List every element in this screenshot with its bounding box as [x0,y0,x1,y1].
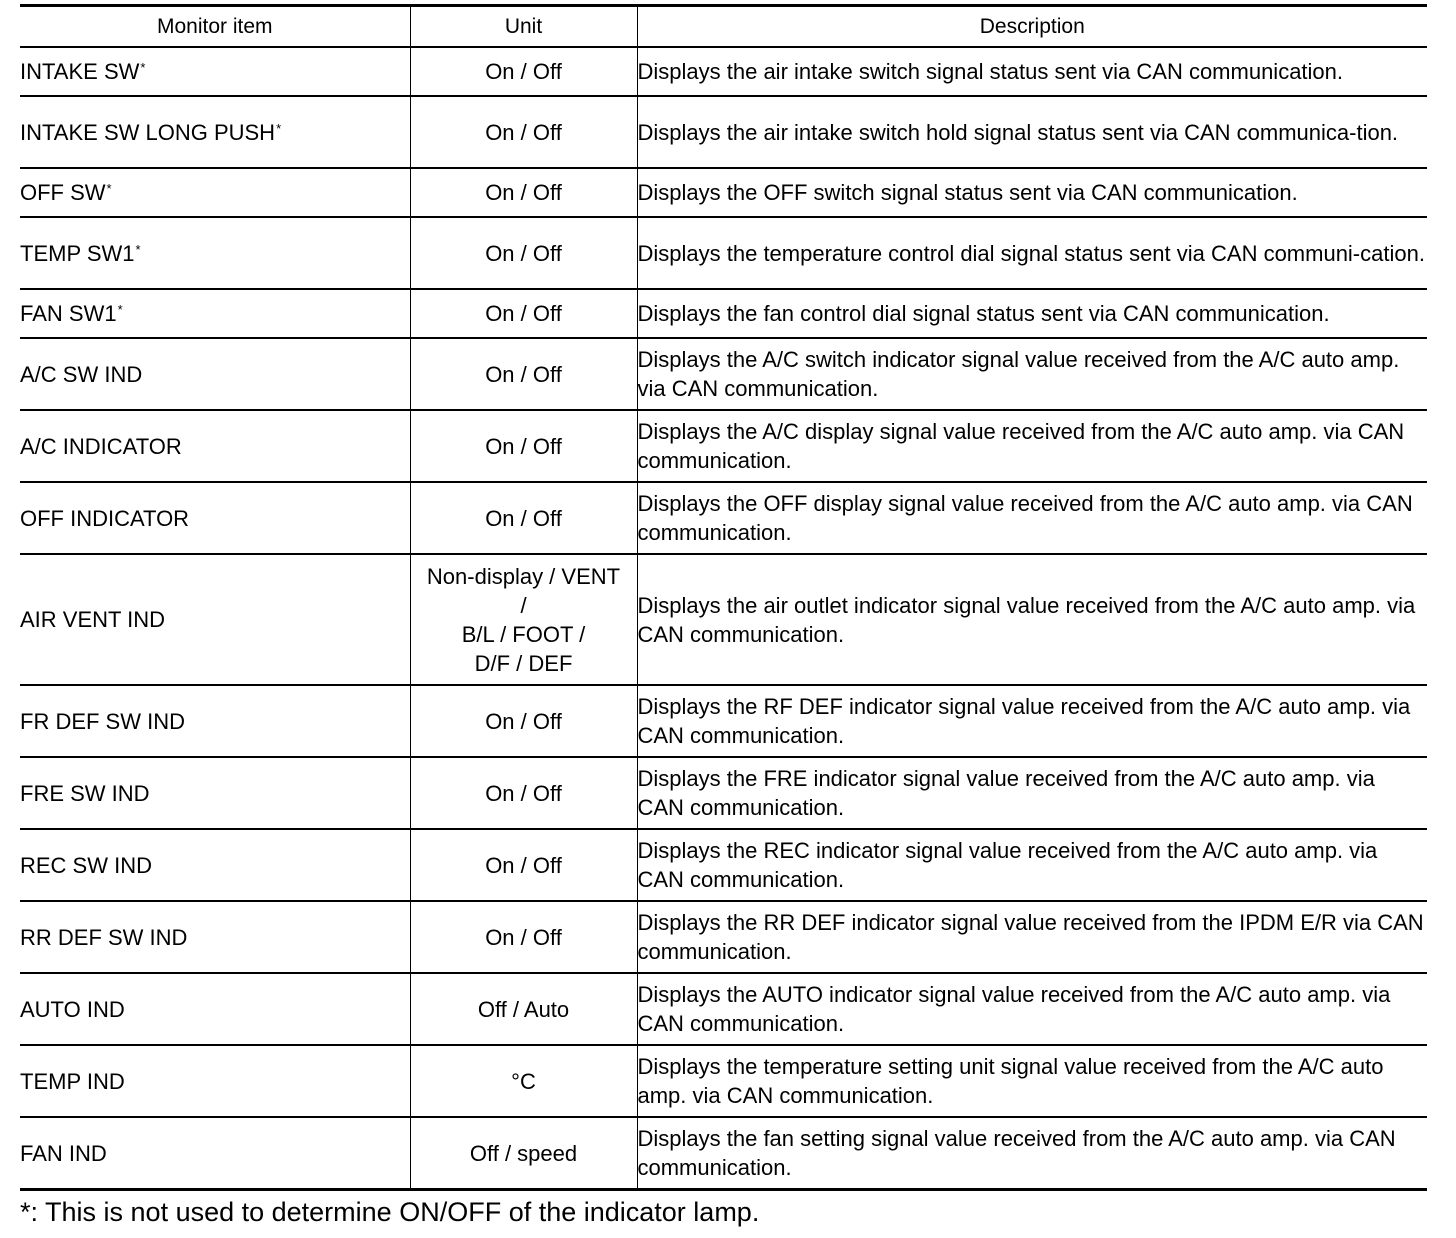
description-cell: Displays the FRE indicator signal value received from the A/C auto amp. via CAN communication. [637,757,1427,829]
monitor-item-cell: OFF INDICATOR [20,482,410,554]
header-row [20,6,1427,48]
footnote-marker: * [106,181,112,196]
unit-cell: Off / Auto [410,973,637,1045]
monitor-item-cell: FR DEF SW IND [20,685,410,757]
unit-cell [410,554,637,685]
description-cell: Displays the temperature control dial signal status sent via CAN communi-cation. [637,217,1427,289]
unit-cell: On / Off [410,47,637,96]
unit-cell: On / Off [410,338,637,410]
description-cell: Displays the A/C switch indicator signal value received from the A/C auto amp. via CAN communication. [637,338,1427,410]
header-monitor-item: Monitor item [20,6,410,48]
unit-cell: On / Off [410,217,637,289]
footnote-marker: * [135,241,141,257]
footnote-marker: * [140,60,146,75]
table-row [20,829,1427,901]
unit-cell: °C [410,1045,637,1117]
description-cell: Displays the RF DEF indicator signal value received from the A/C auto amp. via CAN communication. [637,685,1427,757]
monitor-item-cell [20,168,410,217]
unit-cell: On / Off [410,289,637,338]
table-row [20,901,1427,973]
table-row [20,338,1427,410]
description-cell: Displays the REC indicator signal value received from the A/C auto amp. via CAN communication. [637,829,1427,901]
monitor-item-cell: FRE SW IND [20,757,410,829]
table-row [20,47,1427,96]
table-row [20,217,1427,289]
table-row [20,482,1427,554]
table-row [20,757,1427,829]
monitor-item-label: INTAKE SW LONG PUSH [20,119,276,145]
monitor-item-cell: A/C INDICATOR [20,410,410,482]
description-cell: Displays the fan control dial signal status sent via CAN communication. [637,289,1427,338]
unit-cell: On / Off [410,901,637,973]
unit-cell: On / Off [410,168,637,217]
monitor-item-table [20,4,1427,1191]
table-row [20,554,1427,685]
footnote-marker: * [117,302,123,317]
description-cell: Displays the air intake switch signal status sent via CAN communication. [637,47,1427,96]
description-cell: Displays the RR DEF indicator signal value received from the IPDM E/R via CAN communication. [637,901,1427,973]
monitor-item-label: FAN SW1 [20,301,117,326]
description-cell: Displays the OFF switch signal status sent via CAN communication. [637,168,1427,217]
footnote-marker: * [276,120,282,136]
monitor-item-label: OFF SW [20,180,106,205]
description-cell: Displays the A/C display signal value received from the A/C auto amp. via CAN communication. [637,410,1427,482]
unit-cell: On / Off [410,829,637,901]
unit-line: B/L / FOOT / [461,621,586,647]
monitor-item-cell [20,96,410,168]
table-row [20,168,1427,217]
description-cell: Displays the OFF display signal value received from the A/C auto amp. via CAN communication. [637,482,1427,554]
monitor-item-cell: RR DEF SW IND [20,901,410,973]
monitor-item-cell [20,217,410,289]
unit-cell: On / Off [410,410,637,482]
unit-cell: On / Off [410,757,637,829]
unit-line: Non-display / VENT [426,563,621,589]
unit-line: D/F / DEF [474,650,573,676]
table-row [20,1045,1427,1117]
table-row [20,410,1427,482]
monitor-item-cell: AIR VENT IND [20,554,410,685]
description-cell: Displays the air intake switch hold signal status sent via CAN communica-tion. [637,96,1427,168]
unit-cell: On / Off [410,482,637,554]
table-row [20,973,1427,1045]
table-row [20,685,1427,757]
monitor-item-cell: AUTO IND [20,973,410,1045]
description-cell: Displays the AUTO indicator signal value received from the A/C auto amp. via CAN communication. [637,973,1427,1045]
unit-cell: On / Off [410,685,637,757]
description-cell: Displays the air outlet indicator signal value received from the A/C auto amp. via CAN communication. [637,554,1427,685]
monitor-item-label: TEMP SW1 [20,240,135,266]
unit-line: / [520,592,527,618]
unit-cell: On / Off [410,96,637,168]
header-description: Description [637,6,1427,48]
unit-cell: Off / speed [410,1117,637,1190]
table-row [20,96,1427,168]
table-row [20,289,1427,338]
monitor-item-cell [20,47,410,96]
header-unit: Unit [410,6,637,48]
footnote: *: This is not used to determine ON/OFF of the indicator lamp. [20,1197,760,1227]
monitor-item-cell: REC SW IND [20,829,410,901]
monitor-item-label: INTAKE SW [20,59,140,84]
description-cell: Displays the fan setting signal value received from the A/C auto amp. via CAN communication. [637,1117,1427,1190]
monitor-item-cell: FAN IND [20,1117,410,1190]
monitor-item-cell: TEMP IND [20,1045,410,1117]
monitor-item-cell: A/C SW IND [20,338,410,410]
monitor-item-cell [20,289,410,338]
table-row [20,1117,1427,1190]
description-cell: Displays the temperature setting unit signal value received from the A/C auto amp. via CAN communication. [637,1045,1427,1117]
